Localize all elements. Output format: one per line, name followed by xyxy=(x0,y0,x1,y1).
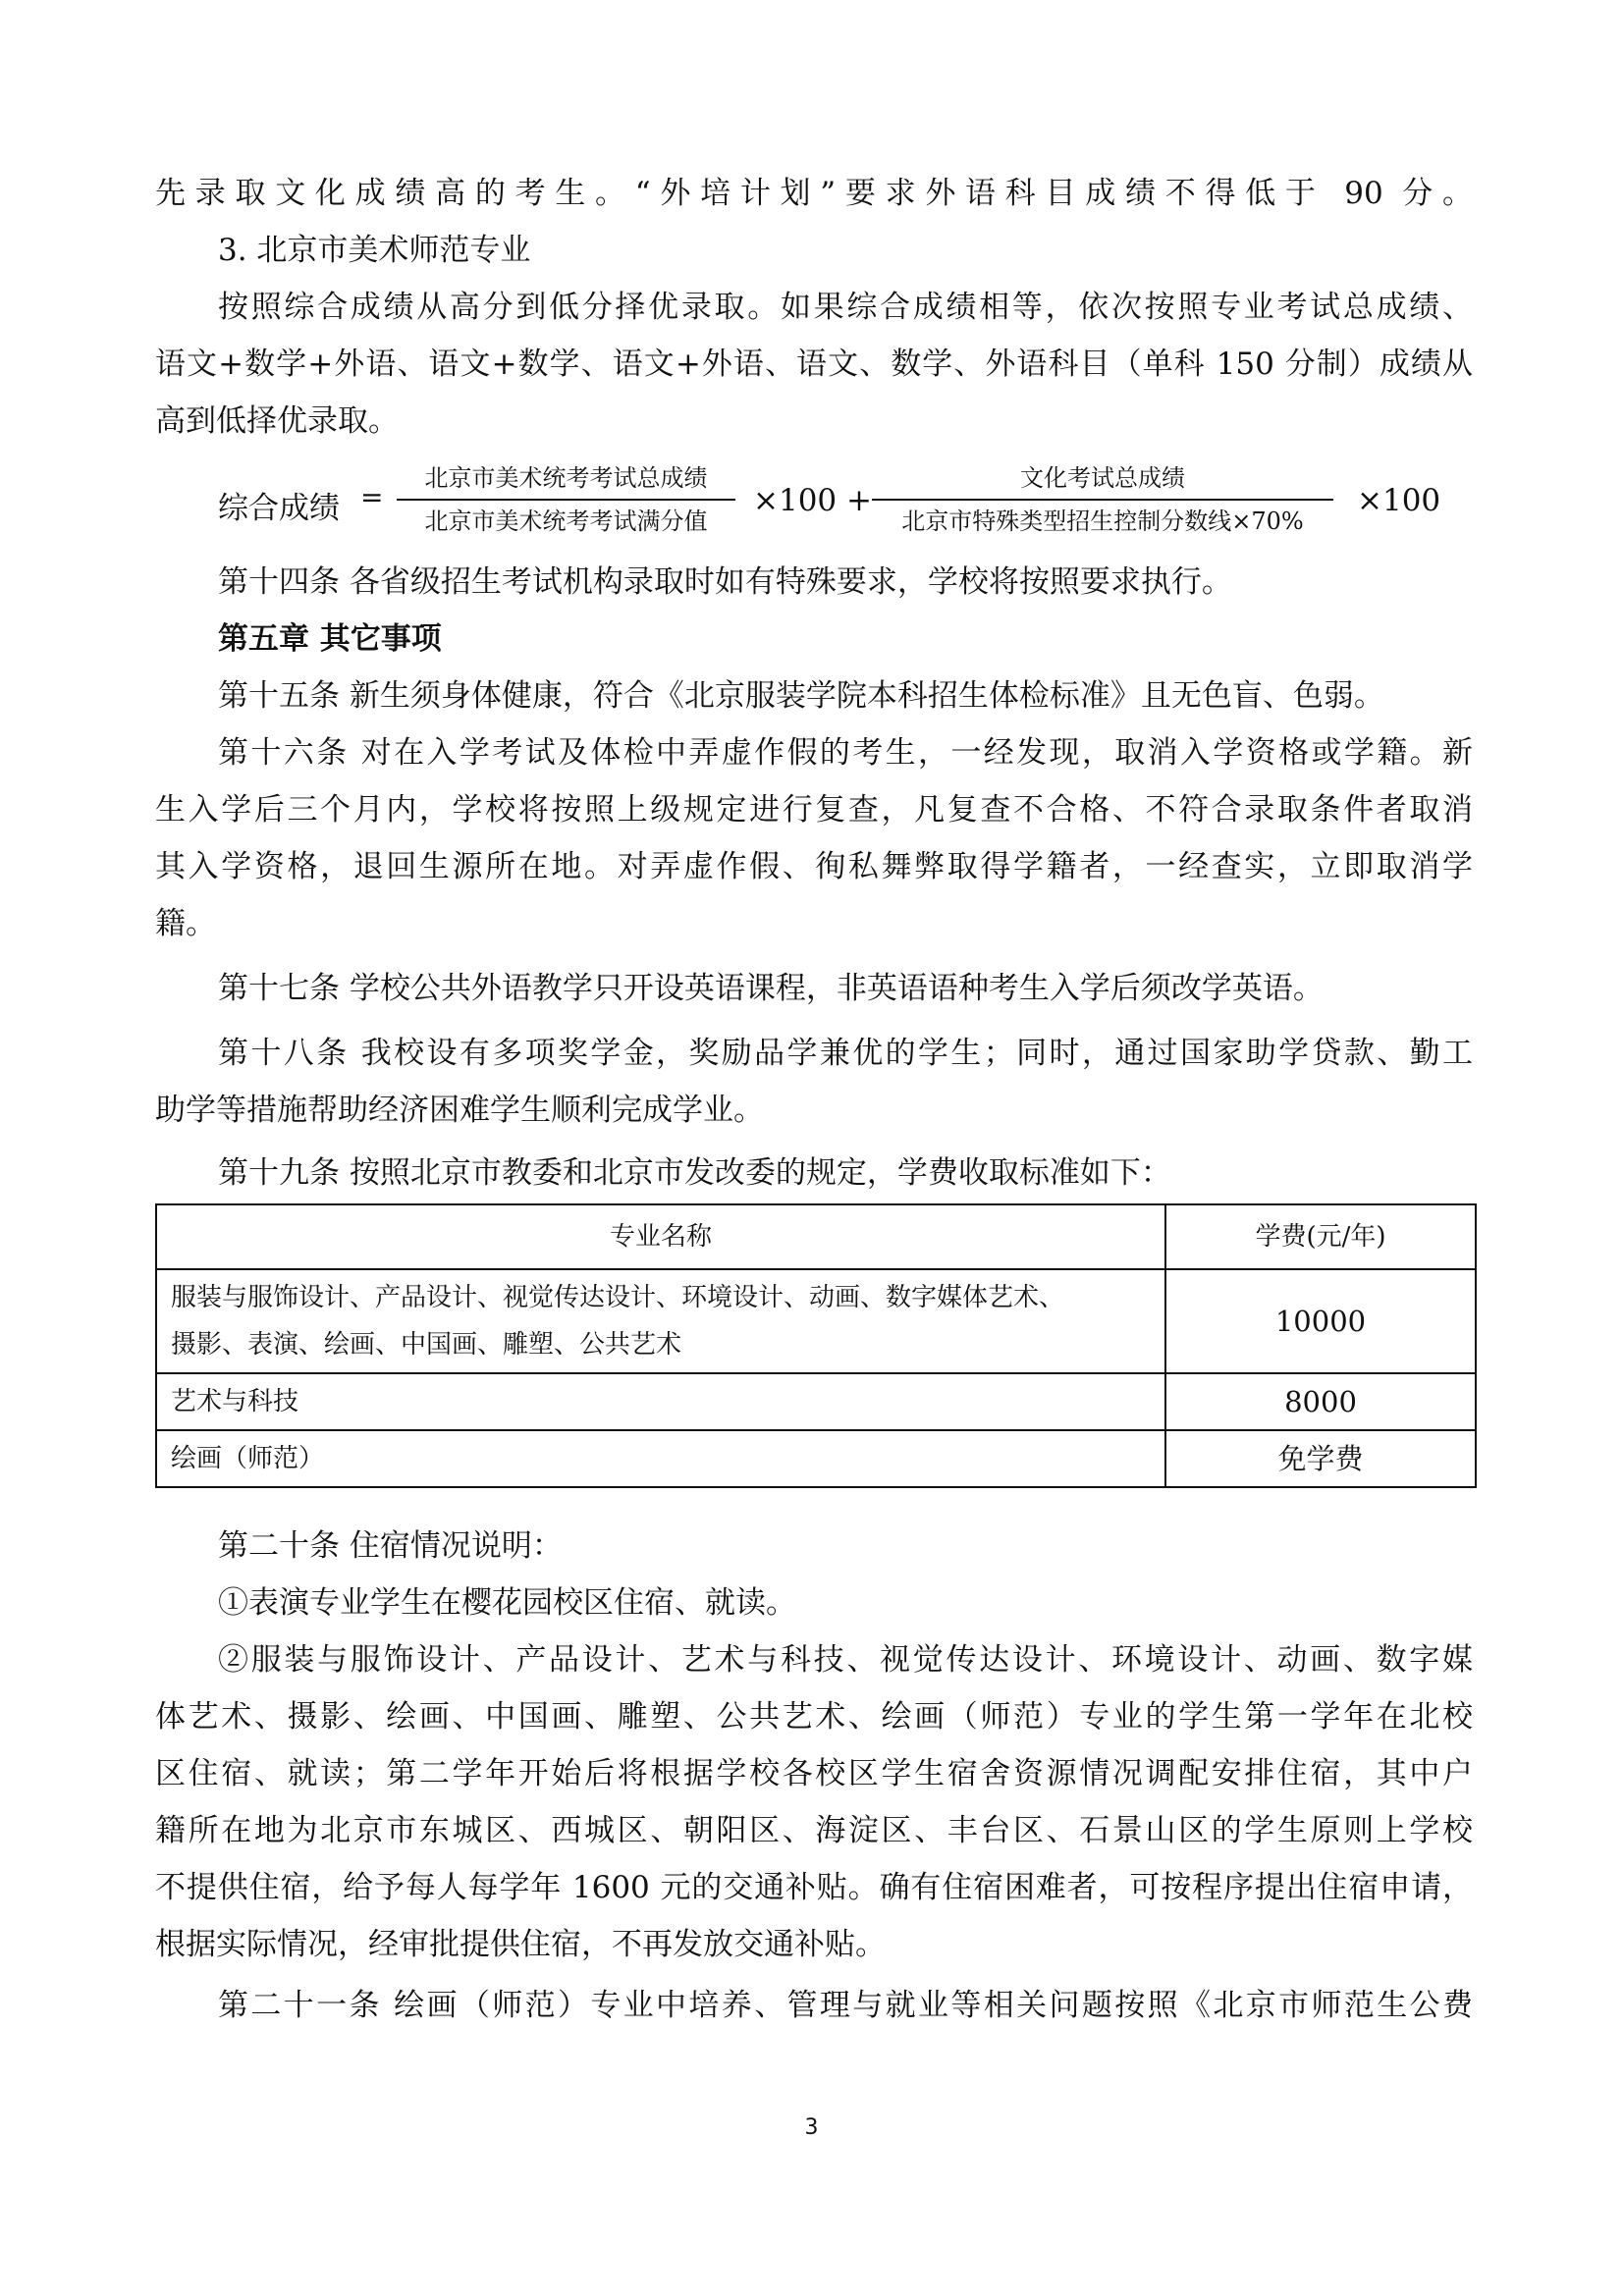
paragraph-line: 不提供住宿，给予每人每学年 1600 元的交通补贴。确有住宿困难者，可按程序提出住宿申请， xyxy=(155,1870,1473,1905)
formula-label: 综合成绩 xyxy=(218,491,340,526)
paragraph-line: 籍所在地为北京市东城区、西城区、朝阳区、海淀区、丰台区、石景山区的学生原则上学校 xyxy=(155,1813,1473,1848)
major-text: 摄影、表演、绘画、中国画、雕塑、公共艺术 xyxy=(171,1330,682,1360)
paragraph-line: 区住宿、就读；第二学年开始后将根据学校各校区学生宿舍资源情况调配安排住宿，其中户 xyxy=(155,1756,1473,1791)
fraction-numerator: 北京市美术统考考试总成绩 xyxy=(424,464,708,492)
paragraph-line: 第二十一条 绘画（师范）专业中培养、管理与就业等相关问题按照《北京市师范生公费 xyxy=(218,1988,1473,2023)
paragraph-line: 第十八条 我校设有多项奖学金，奖励品学兼优的学生；同时，通过国家助学贷款、勤工 xyxy=(218,1036,1473,1071)
paragraph-line: 语文+数学+外语、语文+数学、语文+外语、语文、数学、外语科目（单科 150 分制）成绩从 xyxy=(155,347,1473,382)
paragraph-line: 助学等措施帮助经济困难学生顺利完成学业。 xyxy=(155,1093,764,1128)
paragraph-line: ①表演专业学生在樱花园校区住宿、就读。 xyxy=(218,1585,796,1621)
paragraph-line: 先录取文化成绩高的考生。“外培计划”要求外语科目成绩不得低于 90 分。 xyxy=(155,176,1473,211)
tuition-fee-table xyxy=(155,1203,1477,1488)
major-text: 服装与服饰设计、产品设计、视觉传达设计、环境设计、动画、数字媒体艺术、 xyxy=(171,1283,1065,1312)
column-header: 专业名称 xyxy=(156,1204,1165,1269)
paragraph-line: 体艺术、摄影、绘画、中国画、雕塑、公共艺术、绘画（师范）专业的学生第一学年在北校 xyxy=(155,1699,1473,1735)
paragraph-line: 第十五条 新生须身体健康，符合《北京服装学院本科招生体检标准》且无色盲、色弱。 xyxy=(218,678,1384,714)
paragraph-line: 其入学资格，退回生源所在地。对弄虚作假、徇私舞弊取得学籍者，一经查实，立即取消学 xyxy=(155,849,1473,884)
paragraph-line: 第十六条 对在入学考试及体检中弄虚作假的考生，一经发现，取消入学资格或学籍。新 xyxy=(218,735,1473,771)
formula-operator: ×100 xyxy=(1357,483,1441,518)
fee-cell: 10000 xyxy=(1165,1269,1476,1373)
paragraph-line: 第十九条 按照北京市教委和北京市发改委的规定，学费收取标准如下： xyxy=(218,1155,1171,1191)
paragraph-line: 根据实际情况，经审批提供住宿，不再发放交通补贴。 xyxy=(155,1927,886,1962)
major-cell xyxy=(156,1269,1165,1373)
table-header-row xyxy=(156,1204,1476,1269)
chapter-heading: 第五章 其它事项 xyxy=(218,621,442,657)
score-formula xyxy=(218,461,1494,550)
formula-fraction-2 xyxy=(872,461,1333,538)
page-number: 3 xyxy=(804,2115,819,2140)
column-header: 学费(元/年) xyxy=(1165,1204,1476,1269)
paragraph-line: 第十四条 各省级招生考试机构录取时如有特殊要求，学校将按照要求执行。 xyxy=(218,564,1232,600)
table-row xyxy=(156,1373,1476,1430)
fee-cell: 8000 xyxy=(1165,1373,1476,1430)
fraction-numerator: 文化考试总成绩 xyxy=(1020,464,1185,492)
paragraph-line: 高到低择优录取。 xyxy=(155,403,399,439)
formula-fraction-1 xyxy=(397,461,735,538)
fee-cell: 免学费 xyxy=(1165,1430,1476,1487)
major-cell: 绘画（师范） xyxy=(156,1430,1165,1487)
paragraph-line: 第二十条 住宿情况说明： xyxy=(218,1528,563,1564)
paragraph-line: 生入学后三个月内，学校将按照上级规定进行复查，凡复查不合格、不符合录取条件者取消 xyxy=(155,792,1473,828)
paragraph-line: 籍。 xyxy=(155,906,216,941)
formula-equals: = xyxy=(360,481,384,513)
formula-operator: ×100 + xyxy=(753,483,872,518)
table-row xyxy=(156,1269,1476,1373)
table-row xyxy=(156,1430,1476,1487)
fraction-denominator: 北京市特殊类型招生控制分数线×70% xyxy=(901,507,1304,535)
section-heading: 3. 北京市美术师范专业 xyxy=(218,233,531,268)
paragraph-line: ②服装与服饰设计、产品设计、艺术与科技、视觉传达设计、环境设计、动画、数字媒 xyxy=(218,1642,1473,1678)
major-cell: 艺术与科技 xyxy=(156,1373,1165,1430)
fraction-denominator: 北京市美术统考考试满分值 xyxy=(424,507,708,535)
paragraph-line: 按照综合成绩从高分到低分择优录取。如果综合成绩相等，依次按照专业考试总成绩、 xyxy=(218,290,1473,325)
paragraph-line: 第十七条 学校公共外语教学只开设英语课程，非英语语种考生入学后须改学英语。 xyxy=(218,971,1324,1006)
